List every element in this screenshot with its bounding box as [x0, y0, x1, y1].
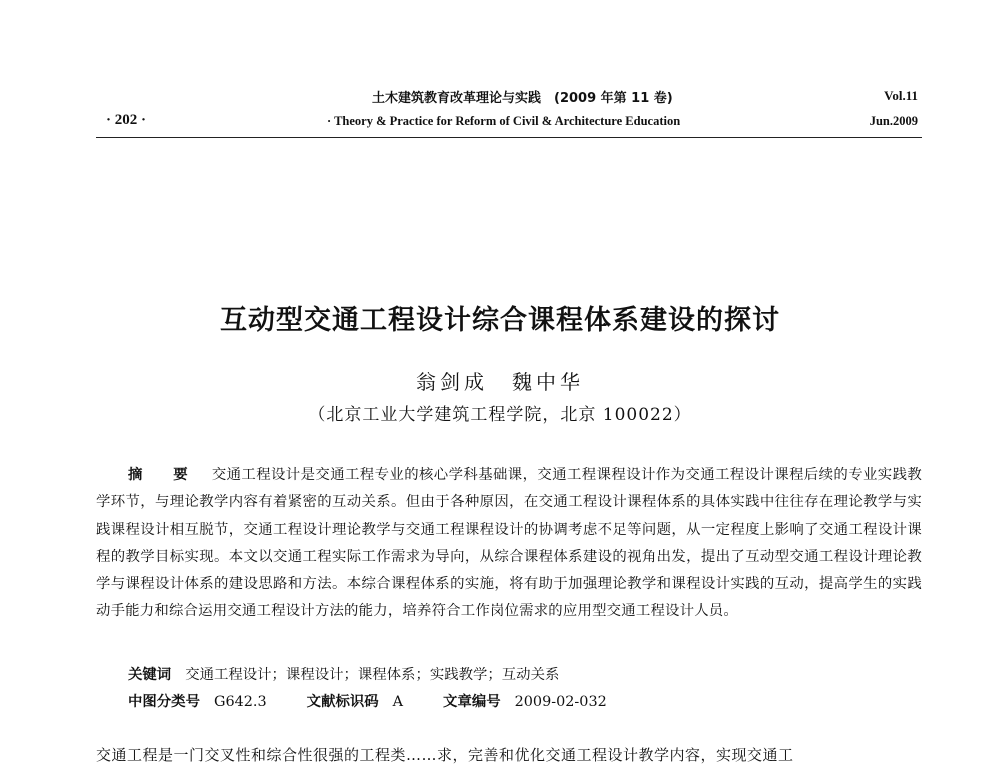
clc-value: G642.3: [213, 694, 267, 710]
keywords: [96, 663, 922, 684]
article-number-label: 文章编号: [443, 694, 501, 710]
journal-title-cn: 土木建筑教育改革理论与实践 (2009 年第 11 卷): [372, 91, 673, 106]
classification-line: [96, 690, 922, 711]
clc-label: 中图分类号: [128, 694, 200, 710]
issue-date: Jun.2009: [869, 114, 918, 128]
header-rule: [96, 137, 922, 138]
article-title: 互动型交通工程设计综合课程体系建设的探讨: [220, 305, 780, 336]
page-number: · 202 ·: [106, 112, 147, 128]
doc-code-label: 文献标识码: [306, 694, 379, 710]
body-first-line: 交通工程是一门交叉性和综合性很强的工程类……求，完善和优化交通工程设计教学内容，实现交通工: [96, 746, 794, 764]
journal-title-en: · Theory & Practice for Reform of Civil & Architecture Education: [327, 114, 681, 128]
authors: 翁剑成 魏中华: [416, 370, 584, 394]
affiliation: （北京工业大学建筑工程学院，北京 100022）: [308, 405, 692, 425]
volume: Vol.11: [884, 88, 918, 103]
abstract-label: 摘 要: [128, 467, 196, 483]
abstract-text: 交通工程设计是交通工程专业的核心学科基础课，交通工程课程设计作为交通工程设计课程后续的专业实践教学环节，与理论教学内容有着紧密的互动关系。但由于各种原因，在交通工程设计课程体系的具体实践中往往存在理论教学与实践课程设计相互脱节，交通工程设计理论教学与交通工程课程设计的协调考虑不足等问题，从一定程度上影响了交通工程设计课程的教学目标实现。本文以交通工程实际工作需求为导向，从综合课程体系建设的视角出发，提出了互动型交通工程设计理论教学与课程设计体系的建设思路和方法。本综合课程体系的实施，将有助于加强理论教学和课程设计实践的互动，提高学生的实践动手能力和综合运用交通工程设计方法的能力，培养符合工作岗位需求的应用型交通工程设计人员。: [96, 467, 922, 620]
doc-code-value: A: [392, 694, 404, 710]
abstract: [96, 462, 922, 626]
keywords-text: 交通工程设计；课程设计；课程体系；实践教学；互动关系: [185, 667, 560, 683]
article-number-value: 2009-02-032: [514, 694, 607, 710]
keywords-label: 关键词: [128, 667, 172, 683]
